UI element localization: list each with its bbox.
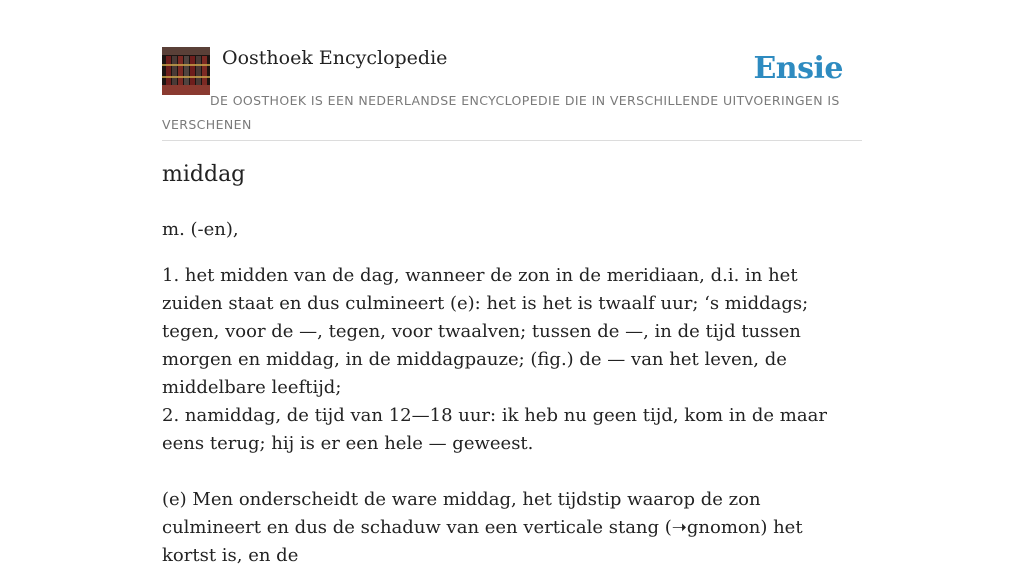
entry-content [162, 216, 862, 588]
books-icon [162, 47, 210, 95]
grammar-note: m. (-en), [162, 219, 239, 240]
site-tagline: DE OOSTHOEK IS EEN NEDERLANDSE ENCYCLOPEDIE DIE IN VERSCHILLENDE UITVOERINGEN IS VERSCHENEN [162, 93, 840, 132]
entry-title: middag [162, 162, 246, 187]
definition-2: 2. namiddag, de tijd van 12—18 uur: ik heb nu geen tijd, kom in de maar eens terug; hij is er een hele — geweest. [162, 405, 827, 454]
brand-logo-link[interactable]: Ensie [753, 51, 843, 86]
definition-1: 1. het midden van de dag, wanneer de zon in de meridiaan, d.i. in het zuiden staat en dus culmineert (e): het is het is twaalf uur; ‘s middags; tegen, voor de —, tegen, voor twaalven; tussen de —, in de tijd tussen morgen en middag, in de middagpauze; (fig.) de — van het leven, de middelbare leeftijd; [162, 265, 809, 398]
site-title-link[interactable]: Oosthoek Encyclopedie [222, 47, 448, 69]
site-header [162, 46, 862, 141]
encyclopedia-books-avatar[interactable] [162, 47, 210, 95]
definition-list [162, 262, 862, 458]
explanatory-note: (e) Men onderscheidt de ware middag, het tijdstip waarop de zon culmineert en dus de schaduw van een verticale stang (➝gnomon) het kortst is, en de [162, 489, 803, 566]
